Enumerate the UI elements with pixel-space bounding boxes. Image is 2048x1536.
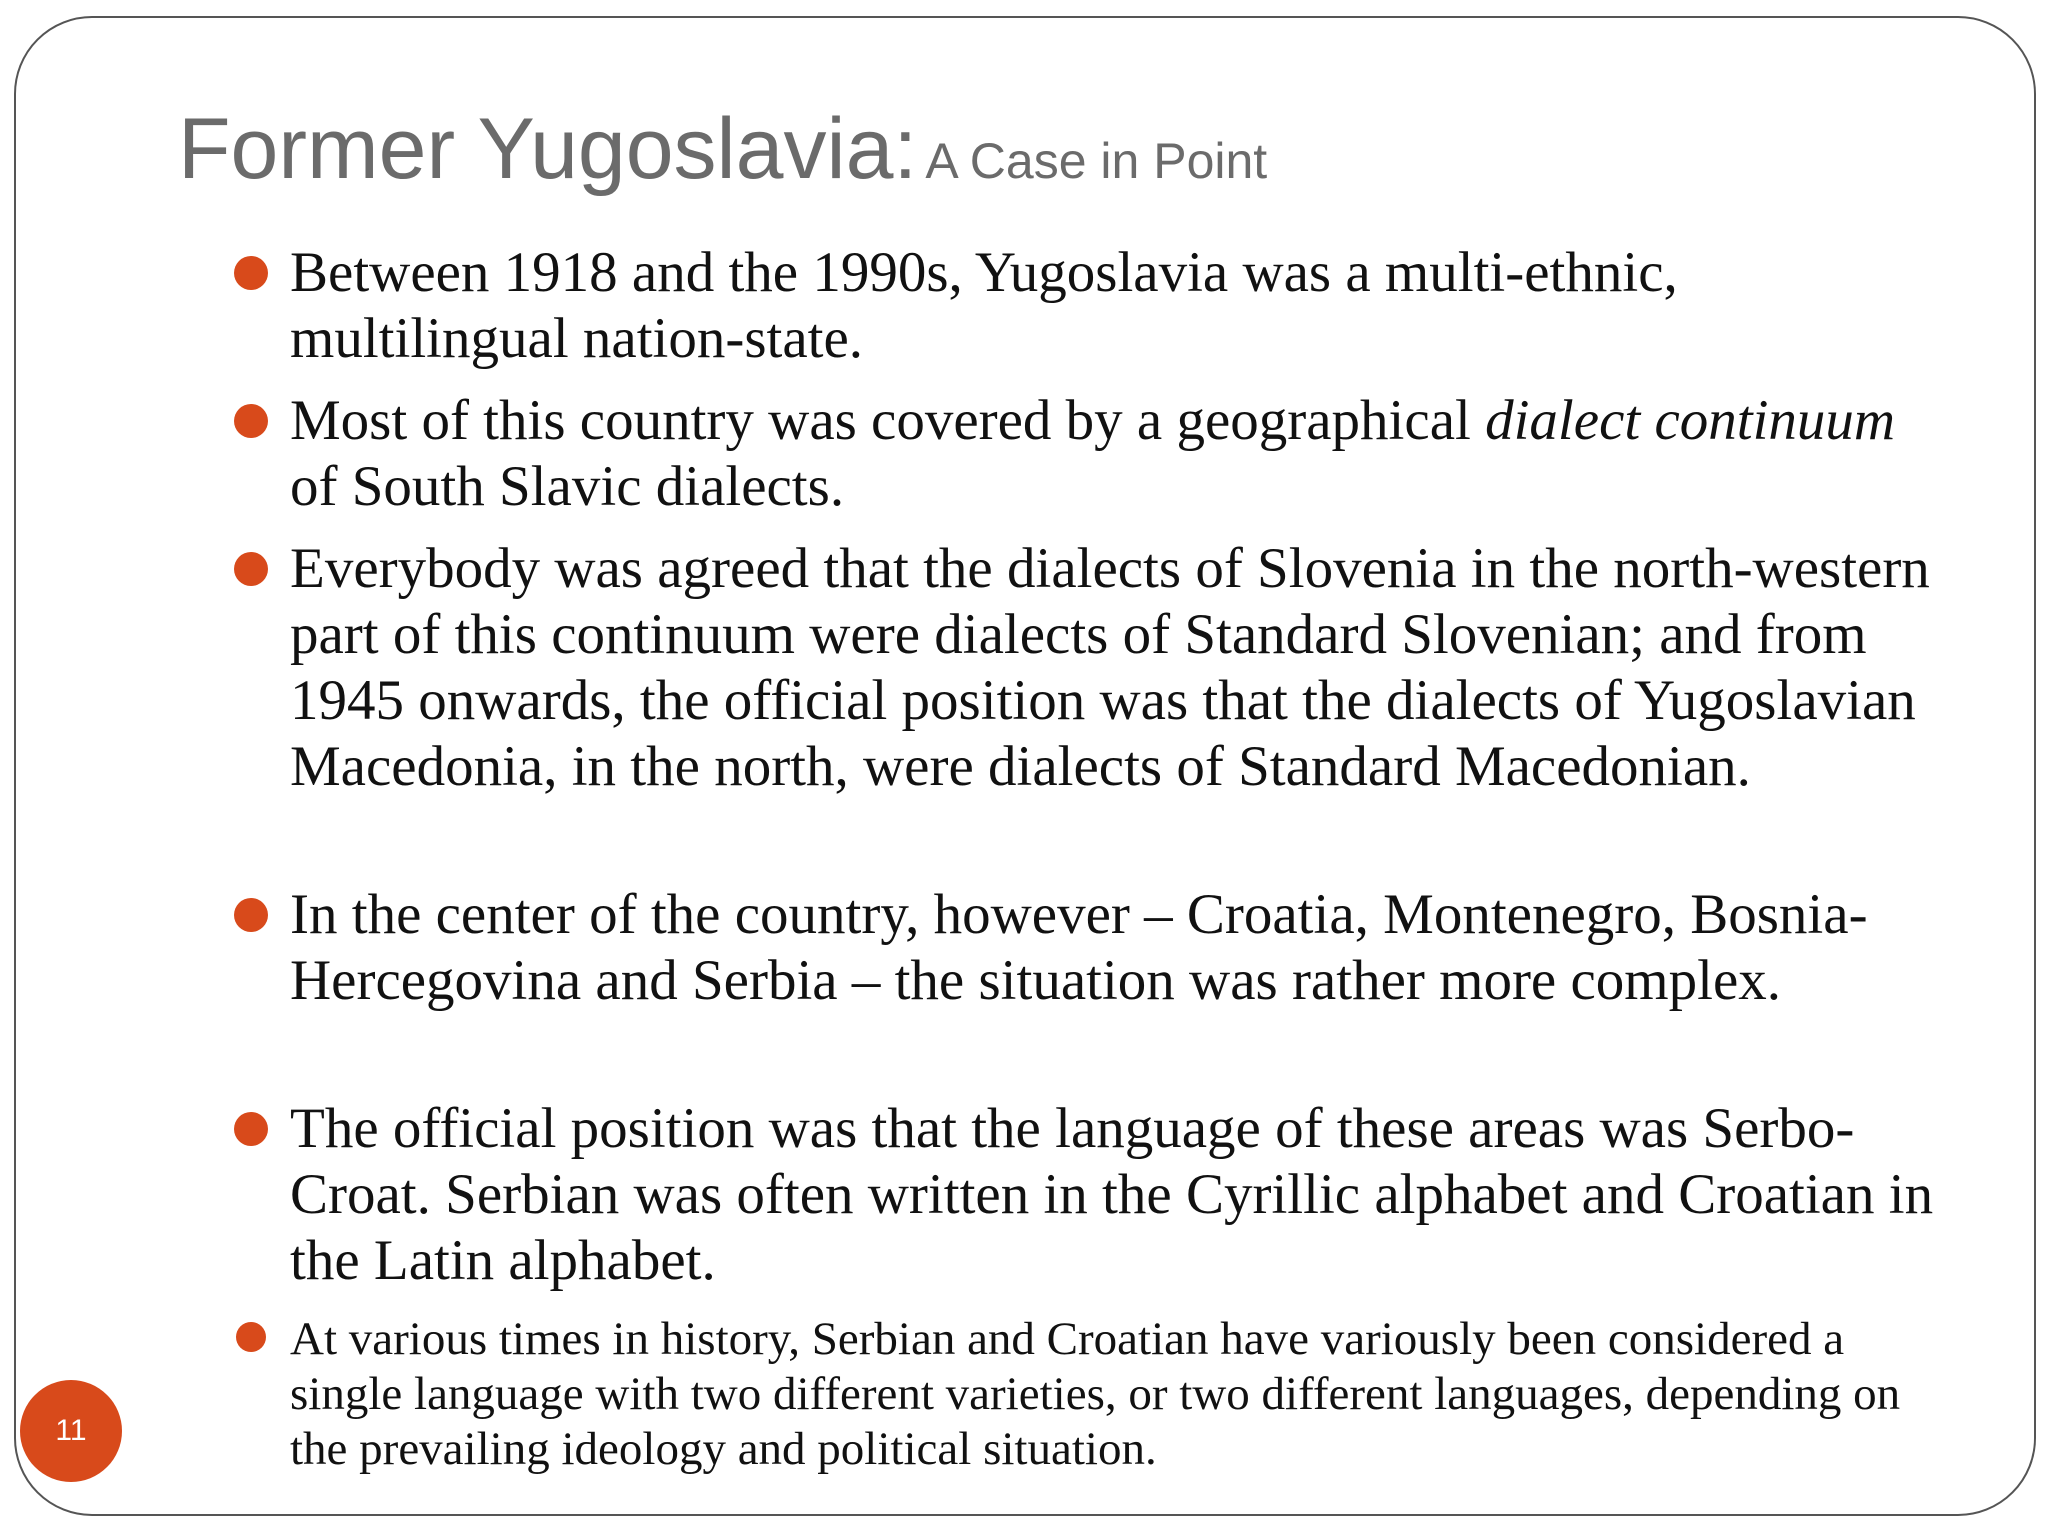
bullet-text: Between 1918 and the 1990s, Yugoslavia was a multi-ethnic, multilingual nation-state. [290,241,1678,370]
title-subtitle: A Case in Point [925,133,1268,189]
bullet-text: The official position was that the language of these areas was Serbo-Croat. Serbian was often written in the Cyrillic alphabet and Croatian in the Latin alphabet. [290,1097,1934,1292]
bullet-item [290,536,1950,800]
bullet-text-part: Most of this country was covered by a geographical [290,389,1486,452]
page-title [178,101,1268,197]
bullet-dot-icon [234,552,268,586]
bullet-item [290,388,1950,520]
bullet-dot-icon [234,898,268,932]
title-main: Former Yugoslavia: [178,101,918,197]
page-number-badge: 11 [20,1380,122,1482]
bullet-text: Everybody was agreed that the dialects of Slovenia in the north-western part of this continuum were dialects of Standard Slovenian; and from 1945 onwards, the official position was that the dialects of Yugoslavian Macedonia, in the north, were dialects of Standard Macedonian. [290,537,1930,798]
bullet-text: In the center of the country, however – Croatia, Montenegro, Bosnia-Hercegovina and Serbia – the situation was rather more complex. [290,883,1868,1012]
bullet-dot-icon [234,1112,268,1146]
bullet-text-italic: dialect continuum [1485,389,1896,452]
bullet-dot-icon [234,256,268,290]
bullet-item [290,882,1950,1014]
bullet-text [290,389,1895,518]
bullet-item [290,1096,1950,1294]
bullet-text-part: of South Slavic dialects. [290,455,845,518]
bullet-item [290,240,1950,372]
bullet-dot-icon [236,1322,266,1352]
bullet-item [290,1312,1950,1477]
bullet-text: At various times in history, Serbian and Croatian have variously been considered a single language with two different varieties, or two different languages, depending on the prevailing ideology and political situation. [290,1313,1901,1475]
bullet-dot-icon [234,404,268,438]
slide [14,16,2036,1516]
